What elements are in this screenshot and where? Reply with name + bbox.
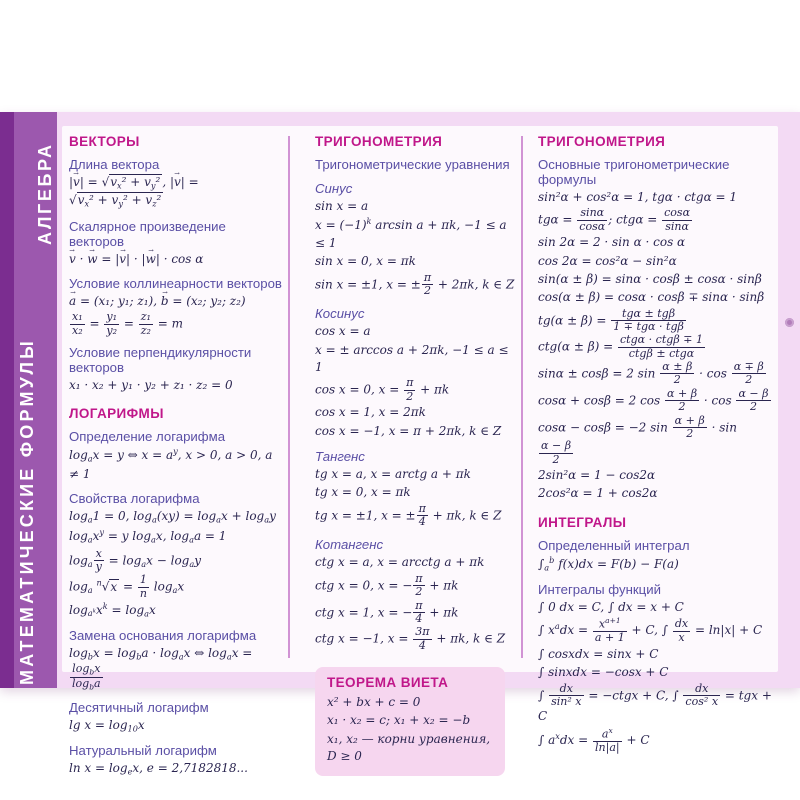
subheading: Замена основания логарифма: [69, 628, 257, 644]
formula-line: cos x = 1, x = 2πk: [315, 405, 426, 420]
section-heading: ЛОГАРИФМЫ: [69, 406, 164, 422]
formula-line: $\log_a ^n√x$ = $\frac{1}{n}$ $\log_ax$: [69, 573, 185, 600]
subheading: Натуральный логарифм: [69, 743, 217, 758]
subheading: Котангенс: [315, 537, 384, 553]
formula-line: ctg x = 1, x = − $\frac{\pi}{4}$ + πk: [315, 598, 459, 625]
formula-line: ∫ $a^xdx$ = $\frac{a^x}{\ln|a|}$ + C: [538, 725, 650, 754]
formula-line: $\lg x = \log_{10}x$: [69, 717, 145, 734]
subheading: Тригонометрические уравнения: [315, 157, 510, 172]
section-heading: ТРИГОНОМЕТРИЯ: [315, 134, 443, 149]
subheading: Определенный интеграл: [538, 537, 690, 553]
formula-line: sin 2α = 2 · sin α · cos α: [538, 235, 686, 250]
formula-line: ∫ $x^adx$ = $\frac{x^{a+1}}{a + 1}$ + C, ∫ $\frac{dx}{x}$ = ln|x| + C: [538, 616, 763, 645]
formula-line: 2cos²α = 1 + cos2α: [538, 486, 658, 501]
subheading: Длина вектора: [69, 157, 160, 172]
formula-line: cos x = 0, x = $\frac{\pi}{2}$ + πk: [315, 376, 450, 403]
subheading: Условие коллинеарности векторов: [69, 275, 282, 291]
formula-line: $\int_a^b$ f(x)dx = F(b) − F(a): [538, 554, 679, 573]
formula-line: x² + bx + c = 0: [327, 695, 421, 709]
formula-line: cosα − cosβ = −2 sin $\frac{\alpha + \beta}{2}$ · sin $\frac{\alpha - \beta}{2}$: [538, 413, 737, 466]
formula-line: ctg x = −1, x = $\frac{3\pi}{4}$ + πk, k ∈ Z: [315, 625, 506, 652]
formula-line: tgα = $\frac{\sin\alpha}{\cos\alpha}$ ; ctgα = $\frac{\cos\alpha}{\sin\alpha}$: [538, 206, 691, 233]
formula-line: sin²α + cos²α = 1, tgα · ctgα = 1: [538, 190, 737, 204]
subheading: Свойства логарифма: [69, 491, 200, 507]
column-vectors-logarithms: [69, 134, 282, 779]
formula-line: $\log_ax^y = y$ $\log_ax$, $\log_aa = 1$: [69, 527, 227, 545]
vieta-theorem-box: [315, 667, 505, 776]
formula-line: ctg(α ± β) = $\frac{\text{ctgα · ctgβ ∓ 1}}{\text{ctgβ ± ctgα}}$: [538, 333, 703, 360]
formula-line: a → = (x₁; y₁; z₁), b → = (x₂; y₂; z₂): [69, 293, 282, 310]
vieta-title: ТЕОРЕМА ВИЕТА: [327, 675, 449, 690]
formula-line: tg x = a, x = arctg a + πk: [315, 466, 471, 481]
formula-line: sin x = ±1, x = ± $\frac{\pi}{2}$ + 2πk, k ∈ Z: [315, 270, 515, 297]
section-heading: ТРИГОНОМЕТРИЯ: [538, 134, 666, 149]
subheading: Основные тригонометрические формулы: [538, 157, 730, 187]
formula-line: $\log_ax = y$ ⇔ $x = a^y$, x > 0, a > 0, a ≠ 1: [69, 446, 273, 481]
formula-line: cos(α ± β) = cosα · cosβ ∓ sinα · sinβ: [538, 290, 765, 305]
subheading: Скалярное произведение векторов: [69, 218, 226, 249]
formula-line: $\log_a$ $\frac{x}{y}$ = $\log_ax - \log_ay$: [69, 546, 202, 573]
subheading: Косинус: [315, 306, 365, 322]
formula-line: cos x = a: [315, 324, 371, 339]
subheading: Определение логарифма: [69, 429, 226, 445]
formula-line: ∫ $\frac{dx}{\text{sin² x}}$ = −ctgx + C, ∫ $\frac{dx}{\text{cos² x}}$ = tgx + C: [538, 681, 772, 724]
formula-line: $\log_{a^k}x^k = \log_ax$: [69, 600, 156, 619]
formula-line: tg x = ±1, x = ± $\frac{\pi}{4}$ + πk, k ∈ Z: [315, 501, 502, 529]
formula-line: $\log_a1 = 0$, $\log_a(xy) = \log_ax + \log_ay$: [69, 509, 276, 525]
formula-line: tg x = 0, x = πk: [315, 485, 411, 500]
spine-subject: АЛГЕБРА: [35, 142, 55, 245]
formula-line: sin(α ± β) = sinα · cosβ ± cosα · sinβ: [538, 271, 762, 286]
formula-line: ∫ cosxdx = sinx + C: [538, 646, 659, 661]
column-trig-equations: [315, 134, 516, 776]
purple-spine: [0, 112, 57, 688]
column-separator: [288, 136, 290, 658]
spine-title: МАТЕМАТИЧЕСКИЕ ФОРМУЛЫ: [17, 337, 37, 685]
formula-line: |v →| = $√v_x^2 + v_y^2$ , |v →| = $√v_x^2 + v_y^2 + v_z^2$: [69, 174, 282, 211]
formula-line: sin x = 0, x = πk: [315, 254, 416, 269]
column-separator: [521, 136, 523, 658]
section-heading: ИНТЕГРАЛЫ: [538, 514, 627, 530]
math-formulas-card: [0, 112, 800, 777]
formula-line: $\log_bx = \log_ba \cdot \log_ax$ ⇔ $\log_ax$ = $\frac{\log_bx}{\log_ba}$: [69, 646, 253, 692]
subheading: Интегралы функций: [538, 582, 661, 598]
formula-line: $\frac{\text{x₁}}{\text{x₂}}$ = $\frac{\text{y₁}}{\text{y₂}}$ = $\frac{\text{z₁}}{\text{z₂}}$ = m: [72, 310, 183, 337]
formula-line: sinα ± cosβ = 2 sin $\frac{\alpha \pm \beta}{2}$ · cos $\frac{\alpha \mp \beta}{2}$: [538, 360, 764, 387]
formula-line: ctg x = 0, x = − $\frac{\pi}{2}$ + πk: [315, 571, 459, 599]
formula-line: x₁, x₂ — корни уравнения, D ≥ 0: [327, 731, 491, 764]
subheading: Десятичный логарифм: [69, 699, 209, 715]
formula-line: v → · w → = |v →| · |w →| · cos α: [69, 251, 282, 268]
formula-line: $\ln x = \log_ex$, e = 2,7182818...: [69, 761, 248, 777]
column-trig-formulas-integrals: [538, 134, 776, 755]
formula-line: tg(α ± β) = $\frac{\text{tgα ± tgβ}}{\text{1 ∓ tgα · tgβ}}$: [538, 306, 684, 334]
subheading: Тангенс: [315, 448, 365, 464]
formula-line: cos 2α = cos²α − sin²α: [538, 253, 677, 268]
formula-line: sin x = a: [315, 199, 369, 213]
formula-line: x₁ · x₂ = c; x₁ + x₂ = −b: [327, 713, 471, 728]
formula-line: ctg x = a, x = arcctg a + πk: [315, 555, 485, 570]
formula-line: cosα + cosβ = 2 cos $\frac{\alpha + \beta}{2}$ · cos $\frac{\alpha - \beta}{2}$: [538, 386, 769, 414]
formula-line: ∫ sinxdx = −cosx + C: [538, 665, 669, 680]
formula-line: 2sin²α = 1 − cos2α: [538, 467, 656, 482]
formula-line: $x = (-1)^k$ arcsin a + πk, −1 ≤ a ≤ 1: [315, 216, 507, 250]
edge-mark: [785, 318, 794, 327]
formula-line: x = ± arccos a + 2πk, −1 ≤ a ≤ 1: [315, 342, 509, 375]
formula-line: ∫ 0 dx = C, ∫ dx = x + C: [538, 600, 684, 615]
subheading: Синус: [315, 181, 353, 196]
spine-dark-stripe: [0, 112, 14, 688]
subheading: Условие перпендикулярности векторов: [69, 345, 252, 375]
section-heading: ВЕКТОРЫ: [69, 134, 140, 149]
formula-line: cos x = −1, x = π + 2πk, k ∈ Z: [315, 423, 502, 438]
formula-line: x₁ · x₂ + y₁ · y₂ + z₁ · z₂ = 0: [69, 378, 233, 392]
